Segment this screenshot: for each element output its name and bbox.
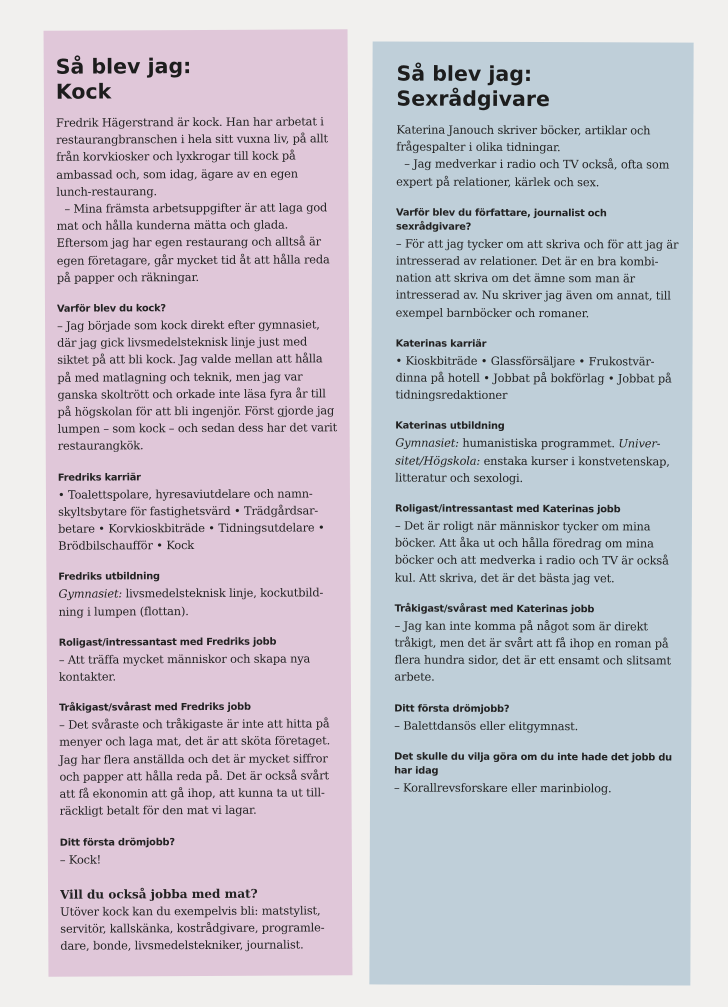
education-heading: Katerinas utbildning (395, 420, 505, 433)
education-text (58, 585, 338, 621)
education-label-1: Gymnasiet: (395, 435, 459, 451)
best-part-heading: Roligast/intressantast med Katerinas jobb (394, 503, 621, 516)
question-why: Varför blev du kock? (56, 303, 166, 315)
dream-job-text: – Balettdansös eller elitgymnast. (394, 718, 579, 733)
best-part-text: – Det är roligt när människor tycker om mina böcker. Att åka ut och hålla föredrag om mina böcker och att medverka i radio och TV är också kul. Att skriva, det är det bästa jag vet. (394, 518, 669, 585)
question-why: Varför blev du författare, journalist och sexrådgivare? (395, 207, 607, 233)
career-list: • Toalettspolare, hyresaviutdelare och namn-skyltsbytare för fastighetsvärd • Trädgårdsar-betare • Korvkioskbiträde • Tidningsutdelare • Brödbilschaufför • Kock (57, 486, 325, 553)
career-heading: Fredriks karriär (57, 471, 141, 484)
education-detail-2: enstaka kurser i konstvetenskap, litteratur och sexologi. (395, 453, 670, 485)
food-jobs-text: Utöver kock kan du exempelvis bli: matstylist, servitör, kallskänka, kostrådgivare, programle-dare, bonde, livsmedelstekniker, journalist. (60, 903, 325, 953)
food-jobs-heading: Vill du också jobba med mat? (60, 886, 258, 902)
education-detail-1: humanistiska programmet. (458, 436, 619, 451)
title-line-2: Kock (55, 79, 112, 104)
intro-quote: – Mina främsta arbetsuppgifter är att laga god mat och hålla kunderna mätta och glada. Eftersom jag har egen restaurang och alltså är egen företagare, går mycket tid åt att hålla reda på papper och räkningar. (56, 200, 330, 285)
best-part-text: – Att träffa mycket människor och skapa nya kontakter. (58, 651, 311, 684)
worst-part-text: – Det svåraste och tråkigaste är inte att hitta på menyer och laga mat, det är att sköta företaget. Jag har flera anställda och det är mycket siffror och papper att hålla reda på. Det är också svårt att få ekonomin att gå ihop, att kunna ta ut till-räckligt betalt för den mat vi lagar. (59, 716, 331, 819)
answer-why: – För att jag tycker om att skriva och för att jag är intresserad av relationer. Det är en bra kombi-nation att skriva om det ämne som man är intresserad av. Nu skriver jag även om annat, till exempel barnböcker och romaner. (395, 236, 679, 320)
worst-part-text: – Jag kan inte komma på något som är direkt tråkigt, men det är svårt att få ihop en roman på flera hundra sidor, det är ett ensamt och slitsamt arbete. (394, 618, 671, 685)
title-line-2: Sexrådgivare (396, 86, 550, 112)
education-text (395, 435, 678, 488)
alternative-job-heading: Det skulle du vilja göra om du inte hade det jobb du har idag (394, 751, 672, 777)
dream-job-heading: Ditt första drömjobb? (394, 703, 510, 715)
career-list: • Kioskbiträde • Glassförsäljare • Frukostvär-dinna på hotell • Jobbat på bokförlag • Jobbat på tidningsredaktioner (395, 353, 672, 403)
education-label: Gymnasiet: (58, 586, 123, 602)
worst-part-heading: Tråkigast/svårast med Katerinas jobb (394, 603, 595, 616)
intro-text: Fredrik Hägerstrand är kock. Han har arbetat i restaurangbranschen i hela sitt vuxna liv, på allt från korvkiosker och lyxkrogar till kock på ambassad och, som idag, ägare av en egen lunch-restaurang. (55, 114, 328, 199)
intro-text: Katerina Janouch skriver böcker, artiklar och frågespalter i olika tidningar. (396, 122, 651, 155)
education-detail: livsmedelsteknisk linje, kockutbild-ning i lumpen (flottan). (58, 585, 324, 619)
career-heading: Katerinas karriär (395, 338, 487, 350)
education-label-2: Univer-sitet/Högskola: (395, 436, 661, 468)
dream-job-text: – Kock! (59, 852, 102, 867)
title-line-1: Så blev jag: (55, 54, 192, 79)
answer-why: – Jag började som kock direkt efter gymnasiet, där jag gick livsmedelsteknisk linje just med siktet på att bli kock. Jag valde mellan att hålla på med matlagning och teknik, men jag var ganska skoltrött och orkade inte läsa fyra år till på högskolan för att bli ingenjör. Först gjorde jag lumpen – som kock – och sedan dess har det varit restaurangkök. (57, 317, 338, 454)
education-heading: Fredriks utbildning (58, 571, 160, 584)
alternative-job-text: – Korallrevsforskare eller marinbiolog. (394, 780, 612, 796)
intro-quote: – Jag medverkar i radio och TV också, ofta som expert på relationer, kärlek och sex. (396, 156, 670, 189)
dream-job-heading: Ditt första drömjobb? (59, 836, 175, 849)
title-line-1: Så blev jag: (396, 61, 533, 86)
worst-part-heading: Tråkigast/svårast med Fredriks jobb (59, 702, 251, 715)
best-part-heading: Roligast/intressantast med Fredriks jobb (58, 636, 277, 649)
sexradgivare-title (396, 62, 679, 113)
kock-title (56, 53, 336, 104)
kock-card (44, 29, 353, 977)
sexradgivare-card (369, 41, 693, 985)
